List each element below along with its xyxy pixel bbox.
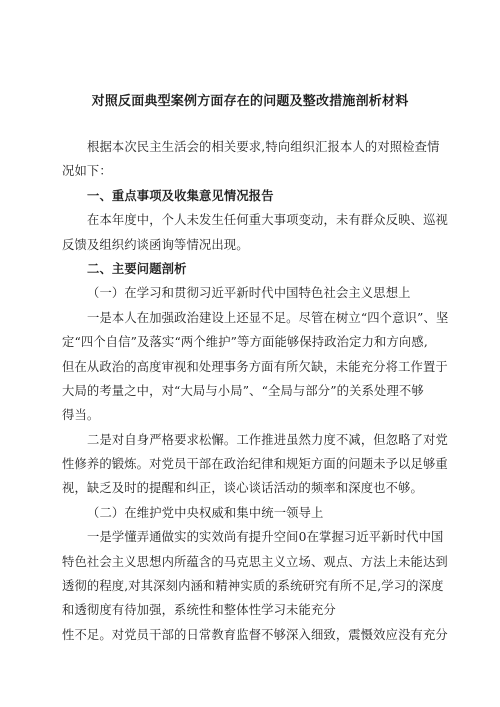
text-line: （二）在维护党中央权威和集中统一领导上 <box>87 505 324 520</box>
text-line: 和透彻度有待加强，系统性和整体性学习未能充分 <box>62 603 336 618</box>
text-line: 一是本人在加强政治建设上还显不足。尽管在树立“四个意识”、坚 <box>87 310 449 325</box>
document-title: 对照反面典型案例方面存在的问题及整改措施剖析材料 <box>91 94 409 109</box>
text-line: 反馈及组织约谈函询等情况出现。 <box>62 237 249 252</box>
text-line: 视，缺乏及时的提醒和纠正，谈心谈话活动的频率和深度也不够。 <box>62 481 423 496</box>
text-line: 况如下： <box>62 164 112 179</box>
text-line: 性修养的锻炼。对党员干部在政治纪律和规矩方面的问题未予以足够重 <box>62 457 448 472</box>
text-line: 但在从政治的高度审视和处理事务方面有所欠缺，未能充分将工作置于 <box>62 359 448 374</box>
text-line: 定“四个自信”及落实“两个维护”等方面能够保持政治定力和方向感, <box>62 335 428 350</box>
text-line: 特色社会主义思想内所蕴含的马克思主义立场、观点、方法上未能达到 <box>62 554 448 569</box>
text-line: 大局的考量之中，对“大局与小局”、“全局与部分”的关系处理不够 <box>62 383 424 398</box>
text-line: 一是学懂弄通做实的实效尚有提升空间0在掌握习近平新时代中国 <box>87 530 444 545</box>
section-heading: 一、重点事项及收集意见情况报告 <box>87 187 274 203</box>
section-heading: 二、主要问题剖析 <box>87 260 187 276</box>
text-line: 在本年度中，个人未发生任何重大事项变动，未有群众反映、巡视 <box>87 213 448 228</box>
text-line: 得当。 <box>62 408 100 423</box>
document-body <box>62 135 454 647</box>
text-line: 性不足。对党员干部的日常教育监督不够深入细致，震慑效应没有充分 <box>62 627 448 642</box>
text-line: 透彻的程度,对其深刻内涵和精神实质的系统研究有所不足,学习的深度 <box>62 579 444 594</box>
text-line: （一）在学习和贯彻习近平新时代中国特色社会主义思想上 <box>87 286 411 301</box>
text-line: 根据本次民主生活会的相关要求,特向组织汇报本人的对照检查情 <box>87 140 440 154</box>
text-line: 二是对自身严格要求松懈。工作推进虽然力度不减，但忽略了对党 <box>87 432 448 447</box>
